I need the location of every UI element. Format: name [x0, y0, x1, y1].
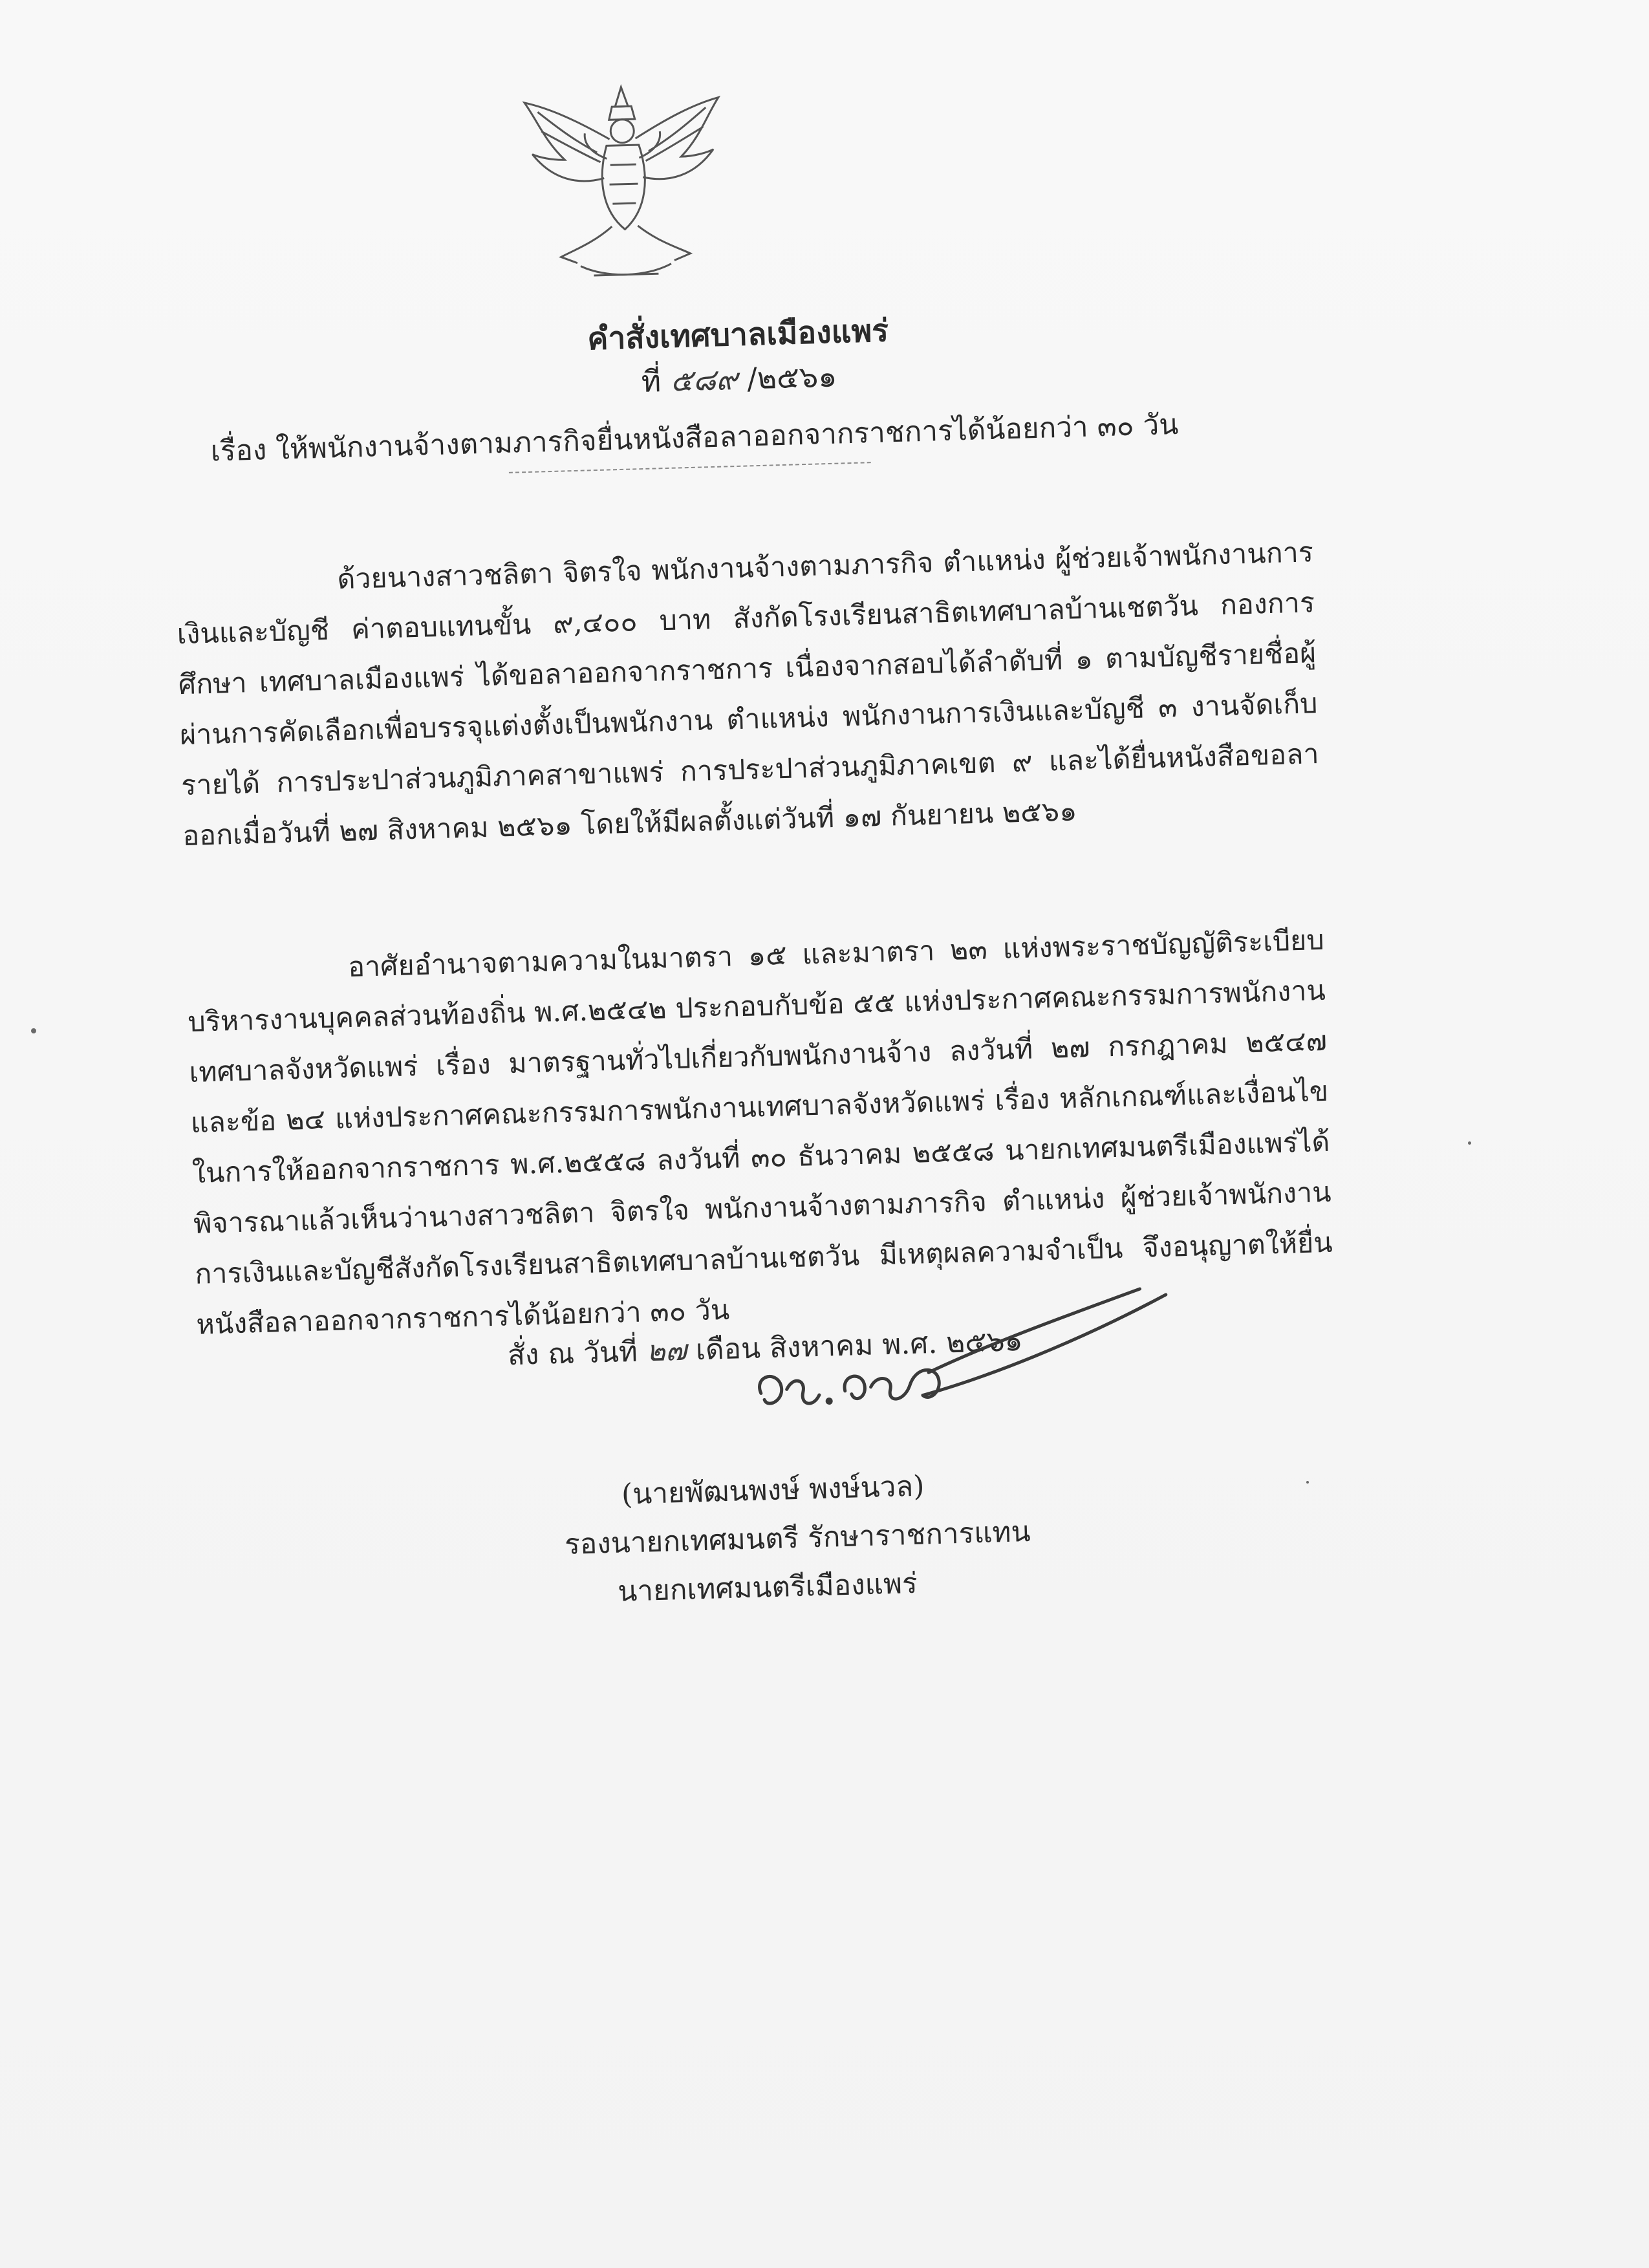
- scan-speck: [1468, 1141, 1471, 1145]
- order-title: คำสั่งเทศบาลเมืองแพร่: [587, 312, 889, 358]
- garuda-emblem-icon: [511, 78, 737, 290]
- order-number-year: /๒๕๖๑: [746, 358, 838, 396]
- document-content: [162, 61, 1341, 1608]
- order-number-prefix: ที่: [641, 363, 662, 400]
- signatory-title-line2: นายกเทศมนตรีเมืองแพร่: [617, 1566, 918, 1608]
- order-date-day-handwritten: ๒๗: [646, 1334, 687, 1368]
- order-subject: เรื่อง ให้พนักงานจ้างตามภารกิจยื่นหนังสือลาออกจากราชการได้น้อยกว่า ๓๐ วัน: [210, 407, 1179, 468]
- scan-speck: [1306, 1481, 1309, 1484]
- handwritten-signature: [713, 1268, 1183, 1449]
- order-date-prefix: สั่ง ณ วันที่: [507, 1335, 638, 1372]
- order-date-suffix: เดือน สิงหาคม พ.ศ. ๒๕๖๑: [695, 1324, 1024, 1367]
- signatory-title-line1: รองนายกเทศมนตรี รักษาราชการแทน: [564, 1515, 1031, 1562]
- signatory-name: (นายพัฒนพงษ์ พงษ์นวล): [621, 1469, 925, 1511]
- scan-speck: [31, 1028, 36, 1033]
- paragraph-2: อาศัยอำนาจตามความในมาตรา ๑๕ และมาตรา ๒๓ แห่งพระราชบัญญัติระเบียบบริหารงานบุคคลส่วนท้องถิ่น พ.ศ.๒๕๔๒ ประกอบกับข้อ ๕๕ แห่งประกาศคณะกรรมการพนักงานเทศบาลจังหวัดแพร่ เรื่อง มาตรฐานทั่วไปเกี่ยวกับพนักงานจ้าง ลงวันที่ ๒๗ กรกฎาคม ๒๕๔๗ และข้อ ๒๔ แห่งประกาศคณะกรรมการพนักงานเทศบาลจังหวัดแพร่ เรื่อง หลักเกณฑ์และเงื่อนไขในการให้ออกจากราชการ พ.ศ.๒๕๕๘ ลงวันที่ ๓๐ ธันวาคม ๒๕๕๘ นายกเทศมนตรีเมืองแพร่ได้พิจารณาแล้วเห็นว่านางสาวชลิตา จิตรใจ พนักงานจ้างตามภารกิจ ตำแหน่ง ผู้ช่วยเจ้าพนักงานการเงินและบัญชีสังกัดโรงเรียนสาธิตเทศบาลบ้านเชตวัน มีเหตุผลความจำเป็น จึงอนุญาตให้ยื่นหนังสือลาออกจากราชการได้น้อยกว่า ๓๐ วัน: [187, 923, 1333, 1341]
- order-number-handwritten: ๕๘๙: [669, 361, 738, 398]
- paragraph-1: ด้วยนางสาวชลิตา จิตรใจ พนักงานจ้างตามภารกิจ ตำแหน่ง ผู้ช่วยเจ้าพนักงานการเงินและบัญชี ค่าตอบแทนขั้น ๙,๔๐๐ บาท สังกัดโรงเรียนสาธิตเทศบาลบ้านเชตวัน กองการศึกษา เทศบาลเมืองแพร่ ได้ขอลาออกจากราชการ เนื่องจากสอบได้ลำดับที่ ๑ ตามบัญชีรายชื่อผู้ผ่านการคัดเลือกเพื่อบรรจุแต่งตั้งเป็นพนักงาน ตำแหน่ง พนักงานการเงินและบัญชี ๓ งานจัดเก็บรายได้ การประปาส่วนภูมิภาคสาขาแพร่ การประปาส่วนภูมิภาคเขต ๙ และได้ยื่นหนังสือขอลาออกเมื่อวันที่ ๒๗ สิงหาคม ๒๕๖๑ โดยให้มีผลตั้งแต่วันที่ ๑๗ กันยายน ๒๕๖๑: [177, 536, 1320, 853]
